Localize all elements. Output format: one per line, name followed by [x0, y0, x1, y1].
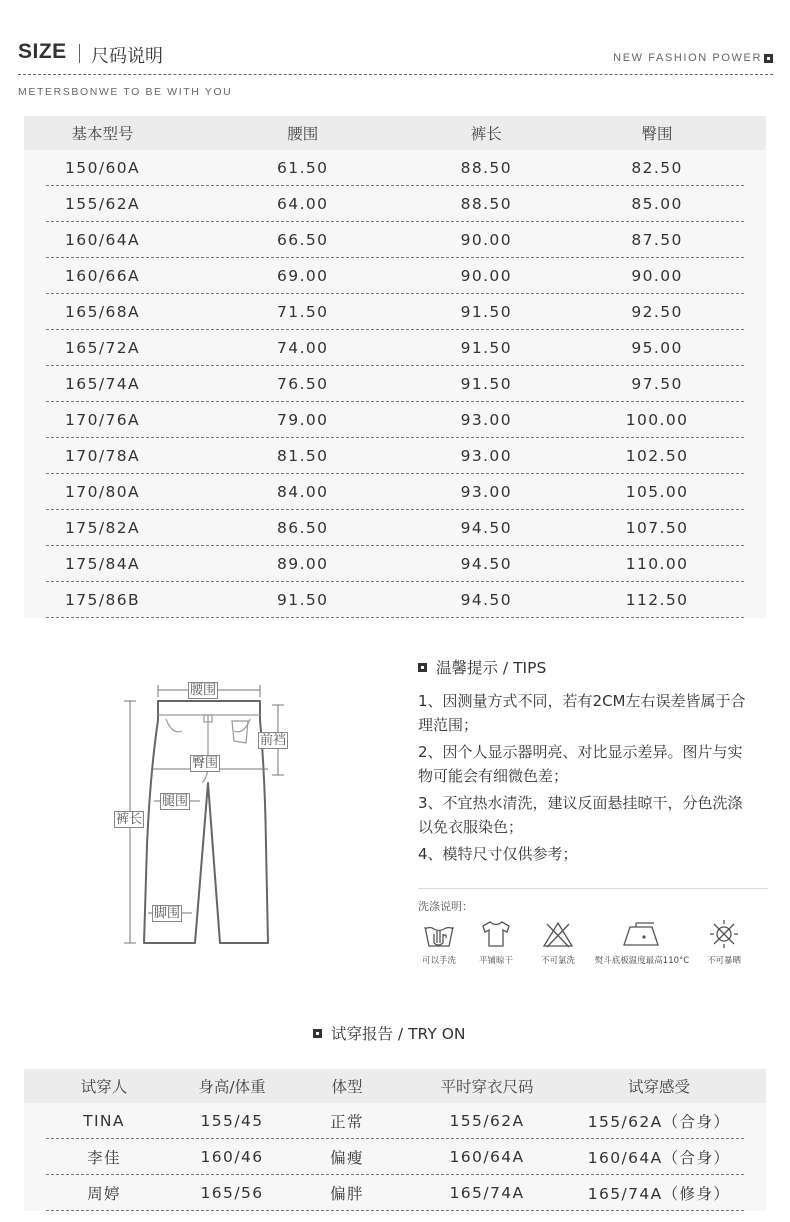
size-title-cn: 尺码说明 [91, 46, 163, 67]
table-cell: 86.50 [277, 519, 329, 537]
wash-item [418, 919, 460, 966]
front-rise-label: 前裆 [260, 733, 287, 748]
tip-item: 1、因测量方式不同，若有2CM左右误差皆属于合理范围； [418, 692, 746, 734]
column-header: 臀围 [641, 125, 673, 143]
table-cell: 160/64A [65, 231, 140, 249]
table-cell: 160/66A [65, 267, 140, 285]
table-row [24, 150, 766, 186]
column-header: 平时穿衣尺码 [440, 1078, 534, 1096]
table-cell: 74.00 [277, 339, 329, 357]
table-cell: 170/78A [65, 447, 140, 465]
length-label: 裤长 [116, 812, 143, 827]
table-cell: 79.00 [277, 411, 329, 429]
table-cell: 93.00 [460, 447, 512, 465]
tip-item: 2、因个人显示器明亮、对比显示差异。图片与实物可能会有细微色差； [418, 743, 743, 785]
tip-item: 4、模特尺寸仅供参考； [418, 845, 578, 863]
table-cell: 90.00 [460, 267, 512, 285]
table-cell: 93.00 [460, 411, 512, 429]
square-bullet-icon [418, 663, 427, 672]
table-cell: 91.50 [460, 375, 512, 393]
size-table [24, 116, 766, 618]
tips-list [418, 689, 768, 866]
table-cell: 160/64A（合身） [587, 1149, 731, 1167]
table-cell: 175/82A [65, 519, 140, 537]
wash-item [588, 919, 696, 966]
table-cell: 61.50 [277, 159, 329, 177]
table-row [24, 1103, 766, 1139]
table-cell: 偏胖 [330, 1185, 364, 1203]
table-row [24, 582, 766, 618]
column-header: 基本型号 [71, 125, 134, 143]
table-cell: 165/56 [200, 1184, 264, 1202]
wash-item [536, 919, 580, 966]
wash-icons [418, 919, 768, 969]
title-separator [79, 44, 80, 63]
table-cell: 170/76A [65, 411, 140, 429]
table-cell: 175/86B [65, 591, 140, 609]
table-cell: 81.50 [277, 447, 329, 465]
table-cell: 155/62A [449, 1112, 525, 1130]
table-row [24, 222, 766, 258]
table-cell: 90.00 [631, 267, 683, 285]
table-cell: 105.00 [625, 483, 689, 501]
thigh-label: 腿围 [162, 794, 189, 809]
table-cell: 170/80A [65, 483, 140, 501]
table-cell: 69.00 [277, 267, 329, 285]
table-cell: 偏瘦 [330, 1149, 364, 1167]
table-cell: 165/74A（修身） [587, 1185, 731, 1203]
no-sun-dry-icon [707, 919, 741, 949]
table-row [24, 510, 766, 546]
size-table-body [24, 150, 766, 618]
header-divider [18, 74, 773, 75]
table-cell: 93.00 [460, 483, 512, 501]
table-cell: 90.00 [460, 231, 512, 249]
table-cell: 100.00 [625, 411, 689, 429]
table-row [24, 186, 766, 222]
table-cell: 165/72A [65, 339, 140, 357]
table-cell: 94.50 [460, 555, 512, 573]
wash-title: 洗涤说明： [418, 900, 473, 913]
size-table-header [24, 116, 766, 150]
table-cell: 89.00 [277, 555, 329, 573]
wash-label: 平铺晾干 [478, 956, 513, 966]
tryon-title-text: 试穿报告 / TRY ON [331, 1025, 466, 1043]
table-row [24, 402, 766, 438]
column-header: 体型 [331, 1078, 363, 1096]
table-cell: 94.50 [460, 519, 512, 537]
column-header: 身高/体重 [198, 1078, 266, 1096]
table-cell: 李佳 [87, 1149, 121, 1167]
column-header: 试穿人 [80, 1078, 128, 1096]
tryon-table-body [24, 1103, 766, 1211]
table-cell: 87.50 [631, 231, 683, 249]
table-cell: 107.50 [625, 519, 689, 537]
wash-item [702, 919, 746, 966]
table-row [24, 294, 766, 330]
table-cell: 155/62A [65, 195, 140, 213]
table-cell: 周婷 [87, 1185, 121, 1203]
table-row [24, 474, 766, 510]
table-cell: 85.00 [631, 195, 683, 213]
table-cell: 160/46 [200, 1148, 264, 1166]
column-header: 裤长 [470, 125, 502, 143]
table-row [24, 258, 766, 294]
table-row [24, 330, 766, 366]
table-cell: 84.00 [277, 483, 329, 501]
table-cell: 165/74A [449, 1184, 525, 1202]
wash-label: 不可暴晒 [706, 956, 741, 966]
waist-label: 腰围 [190, 683, 217, 698]
tryon-title [313, 1022, 466, 1044]
table-cell: 92.50 [631, 303, 683, 321]
tagline-text: NEW FASHION POWER [613, 52, 762, 64]
flat-dry-icon [479, 919, 513, 949]
tip-item: 3、不宜热水清洗，建议反面悬挂晾干，分色洗涤以免衣服染色； [418, 794, 743, 836]
square-bullet-icon [764, 54, 773, 63]
wash-item [474, 919, 518, 966]
table-cell: 76.50 [277, 375, 329, 393]
tips-section [418, 656, 768, 966]
column-header: 试穿感受 [627, 1078, 690, 1096]
hip-label: 臀围 [192, 756, 219, 771]
tips-divider [418, 888, 768, 889]
tips-title [418, 656, 768, 678]
table-cell: 88.50 [460, 159, 512, 177]
tips-title-text: 温馨提示 / TIPS [436, 659, 547, 677]
column-header: 腰围 [287, 125, 319, 143]
table-cell: 91.50 [277, 591, 329, 609]
table-cell: 165/74A [65, 375, 140, 393]
pants-measurement-diagram [100, 665, 410, 955]
table-cell: 110.00 [625, 555, 689, 573]
tagline [613, 52, 773, 64]
iron-icon [620, 919, 664, 949]
brand-subtitle: METERSBONWE TO BE WITH YOU [18, 86, 233, 98]
table-cell: 91.50 [460, 339, 512, 357]
table-cell: 160/64A [449, 1148, 525, 1166]
wash-label: 可以手洗 [421, 956, 456, 966]
table-cell: 66.50 [277, 231, 329, 249]
table-cell: 正常 [330, 1113, 364, 1131]
table-cell: 82.50 [631, 159, 683, 177]
table-row [24, 366, 766, 402]
hand-wash-icon [422, 919, 456, 949]
table-row [24, 1175, 766, 1211]
table-cell: 175/84A [65, 555, 140, 573]
table-cell: 64.00 [277, 195, 329, 213]
hem-label: 脚围 [154, 906, 181, 921]
wash-label: 不可氯洗 [540, 956, 575, 966]
table-cell: 95.00 [631, 339, 683, 357]
table-cell: 112.50 [625, 591, 689, 609]
size-title: SIZE [18, 40, 67, 63]
table-cell: 150/60A [65, 159, 140, 177]
table-cell: 165/68A [65, 303, 140, 321]
page-header [0, 0, 790, 110]
table-row [24, 438, 766, 474]
table-cell: 88.50 [460, 195, 512, 213]
table-cell: 71.50 [277, 303, 329, 321]
table-row [24, 1139, 766, 1175]
pants-outline-icon [100, 665, 410, 955]
no-bleach-icon [541, 919, 575, 949]
wash-label: 熨斗底板温度最高110°C [594, 956, 690, 966]
table-row [24, 546, 766, 582]
table-cell: 91.50 [460, 303, 512, 321]
table-cell: 155/62A（合身） [587, 1113, 731, 1131]
table-cell: TINA [83, 1112, 125, 1130]
table-cell: 94.50 [460, 591, 512, 609]
table-cell: 155/45 [200, 1112, 264, 1130]
table-cell: 102.50 [625, 447, 689, 465]
tryon-table [24, 1069, 766, 1211]
square-bullet-icon [313, 1029, 322, 1038]
tryon-table-header [24, 1069, 766, 1103]
table-cell: 97.50 [631, 375, 683, 393]
